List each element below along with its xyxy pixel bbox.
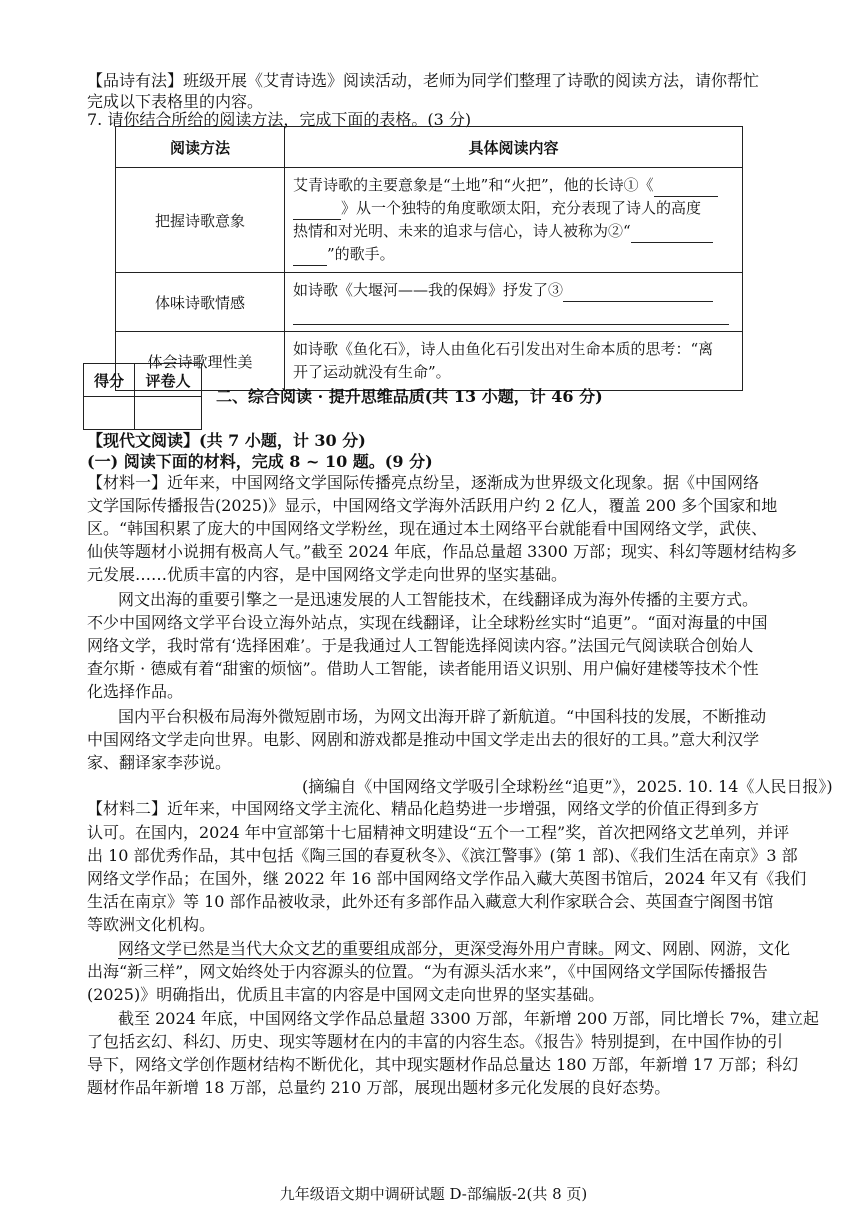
material1-line: 元发展……优质丰富的内容，是中国网络文学走向世界的坚实基础。 xyxy=(87,565,568,584)
material2-underlined-line: 网络文学已然是当代大众文艺的重要组成部分，更深受海外用户青睐。网文、网剧、网游，文化 xyxy=(118,939,791,958)
table-row xyxy=(116,273,743,332)
table-header-row xyxy=(116,127,743,168)
grader-label: 评卷人 xyxy=(135,364,202,397)
content-cell: 如诗歌《鱼化石》，诗人由鱼化石引发出对生命本质的思考：“离 开了运动就没有生命”。 xyxy=(285,332,743,391)
score-label: 得分 xyxy=(84,364,135,397)
material2-line: 【材料二】近年来，中国网络文学主流化、精品化趋势进一步增强，网络文学的价值正得到多方 xyxy=(87,799,760,818)
intro-line-2: 完成以下表格里的内容。 xyxy=(87,92,264,111)
material1-line: 文学国际传播报告(2025)》显示，中国网络文学海外活跃用户约 2 亿人，覆盖 200 多个国家和地 xyxy=(87,496,778,515)
material2-line: 出海“新三样”，网文始终处于内容源头的位置。“为有源头活水来”，《中国网络文学国际传播报告 xyxy=(87,962,768,981)
score-field[interactable] xyxy=(84,397,135,430)
answer-blank-2[interactable] xyxy=(631,226,713,243)
material2-line: 导下，网络文学创作题材结构不断优化，其中现实题材作品总量达 180 万部，年新增 17 万部；科幻 xyxy=(87,1055,799,1074)
section-title: 二、综合阅读 · 提升思维品质(共 13 小题，计 46 分) xyxy=(216,387,603,406)
table-row xyxy=(116,168,743,273)
material1-line: 中国网络文学走向世界。电影、网剧和游戏都是推动中国文学走出去的很好的工具。”意大利汉学 xyxy=(87,730,760,749)
page-footer: 九年级语文期中调研试题 D-部编版-2(共 8 页) xyxy=(279,1185,588,1203)
source-citation: (摘编自《中国网络文学吸引全球粉丝“追更”》，2025. 10. 14《人民日报》) xyxy=(302,777,833,796)
content-cell: 如诗歌《大堰河——我的保姆》抒发了③ xyxy=(285,273,743,332)
modern-reading-heading: 【现代文阅读】(共 7 小题，计 30 分) xyxy=(87,431,366,450)
material1-line: 查尔斯 · 德威有着“甜蜜的烦恼”。借助人工智能，读者能用语义识别、用户偏好建楼等技术个性 xyxy=(87,659,759,678)
part-1-heading: (一) 阅读下面的材料，完成 8 ~ 10 题。(9 分) xyxy=(87,452,433,471)
material1-line: 化选择作品。 xyxy=(87,682,184,701)
score-box xyxy=(83,363,202,430)
material1-line: 不少中国网络文学平台设立海外站点，实现在线翻译，让全球粉丝实时“追更”。“面对海量的中国 xyxy=(87,613,768,632)
header-content: 具体阅读内容 xyxy=(285,127,743,168)
material2-line: 等欧洲文化机构。 xyxy=(87,915,216,934)
material1-line: 网文出海的重要引擎之一是迅速发展的人工智能技术，在线翻译成为海外传播的主要方式。 xyxy=(118,590,759,609)
material1-line: 国内平台积极布局海外微短剧市场，为网文出海开辟了新航道。“中国科技的发展，不断推动 xyxy=(118,707,767,726)
header-method: 阅读方法 xyxy=(116,127,285,168)
material1-line: 【材料一】近年来，中国网络文学国际传播亮点纷呈，逐渐成为世界级文化现象。据《中国网络 xyxy=(87,473,760,492)
underlined-sentence: 网络文学已然是当代大众文艺的重要组成部分，更深受海外用户青睐。 xyxy=(118,939,615,958)
table-row xyxy=(116,332,743,391)
method-cell: 体会诗歌理性美 xyxy=(116,332,285,391)
answer-blank-1-cont[interactable] xyxy=(293,203,341,220)
material2-line: (2025)》明确指出，优质且丰富的内容是中国网文走向世界的坚实基础。 xyxy=(87,985,605,1004)
material2-line: 了包括玄幻、科幻、历史、现实等题材在内的丰富的内容生态。《报告》特别提到，在中国作协的引 xyxy=(87,1032,784,1051)
answer-blank-2-cont[interactable] xyxy=(293,249,327,266)
material2-line: 题材作品年新增 18 万部，总量约 210 万部，展现出题材多元化发展的良好态势。 xyxy=(87,1078,671,1097)
material1-line: 仙侠等题材小说拥有极高人气。”截至 2024 年底，作品总量超 3300 万部；现实、科幻等题材结构多 xyxy=(87,542,797,561)
material2-line: 出 10 部优秀作品，其中包括《陶三国的春夏秋冬》、《滨江警事》(第 1 部)、《我们生活在南京》3 部 xyxy=(87,846,798,865)
grader-field[interactable] xyxy=(135,397,202,430)
material1-line: 网络文学，我时常有‘选择困难’。于是我通过人工智能选择阅读内容。”法国元气阅读联合创始人 xyxy=(87,636,754,655)
material1-line: 区。“韩国积累了庞大的中国网络文学粉丝，现在通过本土网络平台就能看中国网络文学，武侠、 xyxy=(87,519,768,538)
content-cell: 艾青诗歌的主要意象是“土地”和“火把”，他的长诗①《 》从一个独特的角度歌颂太阳，充分表现了诗人的高度 热情和对光明、未来的追求与信心，诗人被称为②“ ”的歌手。 xyxy=(285,168,743,273)
intro-line-1: 【品诗有法】班级开展《艾青诗选》阅读活动，老师为同学们整理了诗歌的阅读方法，请你帮忙 xyxy=(87,71,760,90)
reading-method-table xyxy=(115,126,743,391)
material2-line: 生活在南京》等 10 部作品被收录，此外还有多部作品入藏意大利作家联合会、英国查宁阁图书馆 xyxy=(87,892,774,911)
material1-line: 家、翻译家李莎说。 xyxy=(87,753,232,772)
question-7: 7. 请你结合所给的阅读方法，完成下面的表格。(3 分) xyxy=(87,110,472,129)
method-cell: 体味诗歌情感 xyxy=(116,273,285,332)
material2-line: 网络文学作品；在国外，继 2022 年 16 部中国网络文学作品入藏大英图书馆后，2024 年又有《我们 xyxy=(87,869,807,888)
material2-line: 认可。在国内，2024 年中宣部第十七届精神文明建设“五个一工程”奖，首次把网络文艺单列，并评 xyxy=(87,823,790,842)
answer-blank-3[interactable] xyxy=(563,285,713,302)
answer-blank-1[interactable] xyxy=(654,180,718,197)
material2-line: 截至 2024 年底，中国网络文学作品总量超 3300 万部，年新增 200 万部，同比增长 7%，建立起 xyxy=(118,1009,819,1028)
method-cell: 把握诗歌意象 xyxy=(116,168,285,273)
answer-blank-3-cont[interactable] xyxy=(293,308,729,325)
